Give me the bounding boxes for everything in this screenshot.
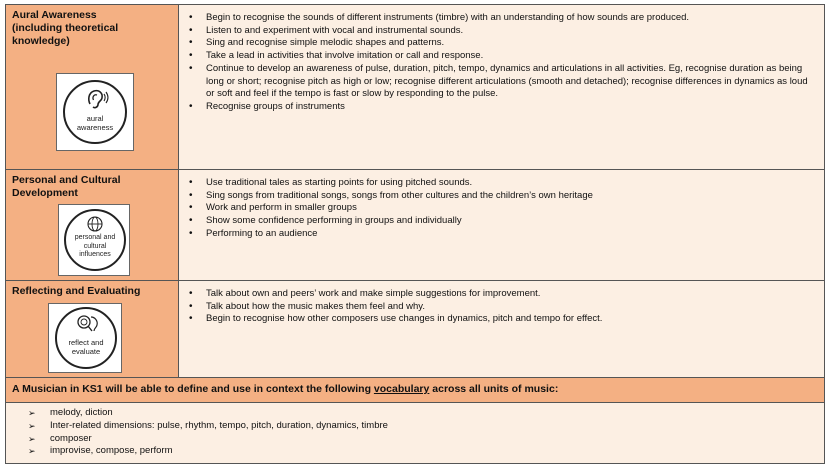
- list-item: • Use traditional tales as starting points for using pitched sounds.: [187, 177, 816, 190]
- personal-cultural-badge: [58, 204, 130, 276]
- aural-awareness-list: [187, 12, 816, 114]
- list-item: • Begin to recognise the sounds of different instruments (timbre) with an understanding of how sounds are produced.: [187, 12, 816, 25]
- list-item: • Work and perform in smaller groups: [187, 202, 816, 215]
- list-item: • Listen to and experiment with vocal and instrumental sounds.: [187, 25, 816, 38]
- list-item: • Talk about how the music makes them feel and why.: [187, 301, 816, 314]
- reflecting-evaluating-list: [187, 288, 816, 326]
- reflect-person-icon: [74, 313, 100, 335]
- personal-cultural-list: [187, 177, 816, 241]
- list-item: • Show some confidence performing in groups and individually: [187, 215, 816, 228]
- personal-cultural-heading-cell: [6, 170, 179, 280]
- list-item: • Continue to develop an awareness of pulse, duration, pitch, tempo, dynamics and articulations in all activities. Eg, recognise duration as being long or short; recognise pitch as high or low; recognise different articulations (smooth and detached); recognise differences in dynamics as loud or soft and feel if the tempo is fast or slow by responding to the pulse.: [187, 63, 816, 101]
- list-item: • Begin to recognise how other composers use changes in dynamics, pitch and tempo for effect.: [187, 313, 816, 326]
- list-item: ➢ melody, diction: [28, 407, 388, 420]
- reflecting-evaluating-badge-label: reflect and evaluate: [68, 338, 104, 356]
- aural-awareness-row: [6, 5, 824, 170]
- reflecting-evaluating-heading: Reflecting and Evaluating: [12, 285, 141, 297]
- aural-awareness-badge-label: aural awareness: [76, 114, 114, 132]
- personal-cultural-heading: Personal and Cultural Development: [12, 174, 121, 199]
- list-item: ➢ Inter-related dimensions: pulse, rhythm, tempo, pitch, duration, dynamics, timbre: [28, 420, 388, 433]
- vocabulary-underlined-word: vocabulary: [373, 383, 430, 395]
- reflecting-evaluating-content-cell: [179, 281, 824, 377]
- aural-awareness-circle: [63, 80, 127, 144]
- reflecting-evaluating-circle: [55, 307, 117, 369]
- personal-cultural-badge-label: personal and cultural influences: [74, 234, 116, 258]
- list-item: • Talk about own and peers’ work and make simple suggestions for improvement.: [187, 288, 816, 301]
- list-item: ➢ composer: [28, 433, 388, 446]
- curriculum-table: [5, 4, 825, 464]
- aural-awareness-heading-cell: [6, 5, 179, 169]
- reflecting-evaluating-badge: [48, 303, 122, 373]
- vocabulary-list: [28, 407, 388, 458]
- personal-cultural-row: [6, 170, 824, 281]
- personal-cultural-content-cell: [179, 170, 824, 280]
- aural-awareness-badge: [56, 73, 134, 151]
- aural-awareness-heading: Aural Awareness (including theoretical knowledge): [12, 9, 119, 47]
- vocabulary-list-cell: [6, 403, 824, 463]
- reflecting-evaluating-heading-cell: [6, 281, 179, 377]
- list-item: • Performing to an audience: [187, 228, 816, 241]
- list-item: • Sing songs from traditional songs, songs from other cultures and the children’s own heritage: [187, 190, 816, 203]
- list-item: • Sing and recognise simple melodic shapes and patterns.: [187, 37, 816, 50]
- list-item: ➢ improvise, compose, perform: [28, 445, 388, 458]
- personal-cultural-circle: [64, 209, 126, 271]
- list-item: • Recognise groups of instruments: [187, 101, 816, 114]
- vocabulary-heading-row: [6, 378, 824, 403]
- reflecting-evaluating-row: [6, 281, 824, 378]
- globe-people-icon: [86, 215, 104, 233]
- vocabulary-title: A Musician in KS1 will be able to define and use in context the following vocabulary across all units of music:: [12, 383, 559, 395]
- aural-awareness-content-cell: [179, 5, 824, 169]
- ear-icon: [83, 88, 109, 112]
- list-item: • Take a lead in activities that involve imitation or call and response.: [187, 50, 816, 63]
